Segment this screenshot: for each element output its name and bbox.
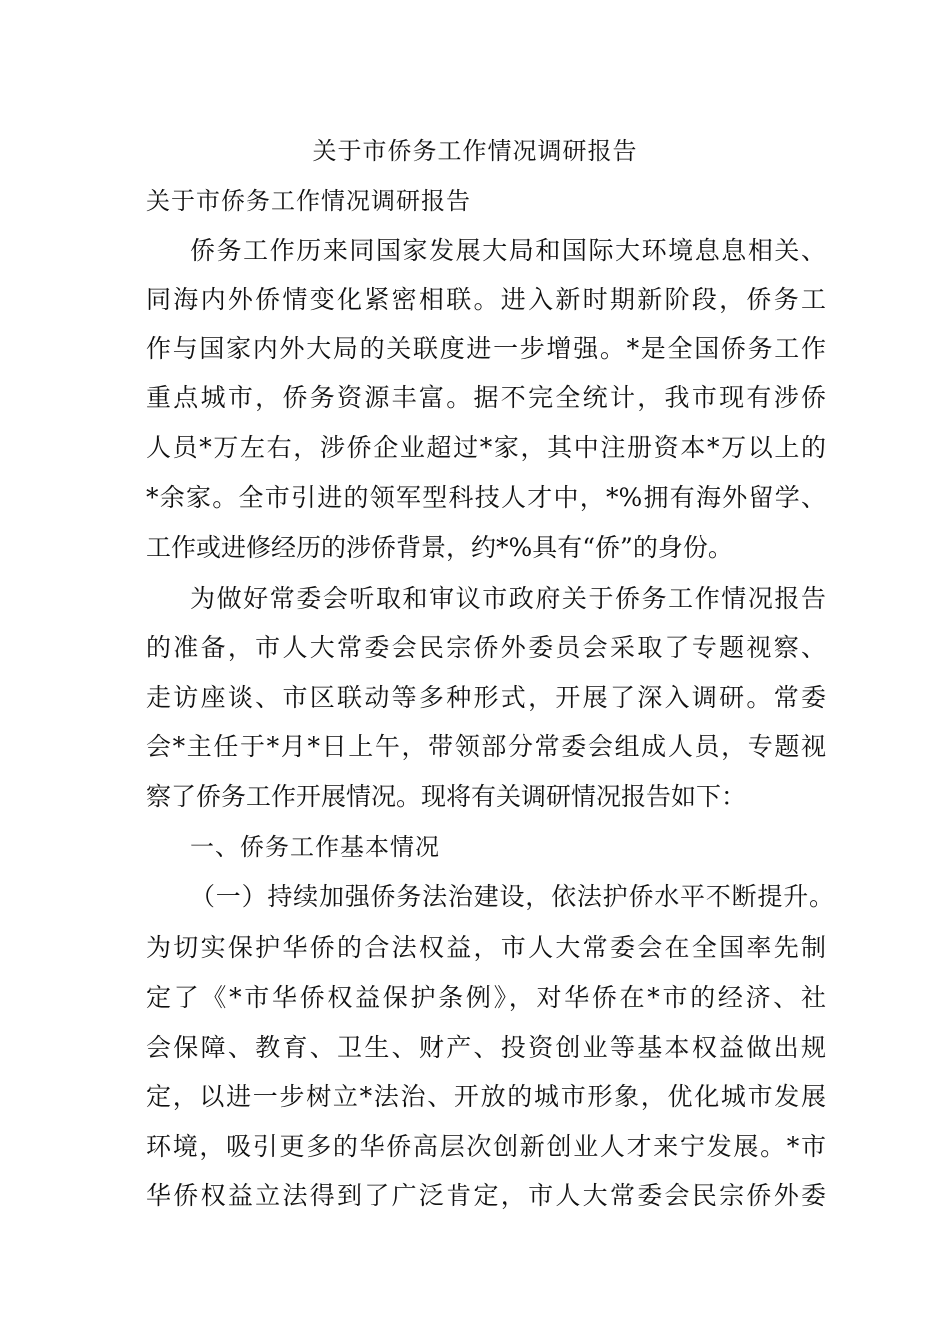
paragraph-1-line: 同海内外侨情变化紧密相联。进入新时期新阶段，侨务工: [146, 285, 826, 314]
paragraph-3-line: 为切实保护华侨的合法权益，市人大常委会在全国率先制: [146, 933, 826, 962]
paragraph-1-line: 重点城市，侨务资源丰富。据不完全统计，我市现有涉侨: [146, 383, 826, 412]
paragraph-2-line: 走访座谈、市区联动等多种形式，开展了深入调研。常委: [146, 683, 826, 712]
paragraph-1-line: 工作或进修经历的涉侨背景，约*%具有“侨”的身份。: [146, 533, 733, 562]
paragraph-2-line: 会*主任于*月*日上午，带领部分常委会组成人员，专题视: [146, 732, 826, 761]
paragraph-2-line: 为做好常委会听取和审议市政府关于侨务工作情况报告: [190, 584, 826, 613]
paragraph-1-line: 人员*万左右，涉侨企业超过*家，其中注册资本*万以上的: [146, 433, 826, 462]
paragraph-3-line: 华侨权益立法得到了广泛肯定，市人大常委会民宗侨外委: [146, 1181, 826, 1210]
paragraph-3-line: 定了《*市华侨权益保护条例》，对华侨在*市的经济、社: [146, 983, 826, 1012]
paragraph-1-line: 作与国家内外大局的关联度进一步增强。*是全国侨务工作: [146, 334, 826, 363]
paragraph-2-line: 察了侨务工作开展情况。现将有关调研情况报告如下：: [146, 782, 747, 811]
paragraph-3-line: 环境，吸引更多的华侨高层次创新创业人才来宁发展。*市: [146, 1132, 826, 1161]
paragraph-1-line: 侨务工作历来同国家发展大局和国际大环境息息相关、: [190, 236, 826, 265]
paragraph-3-line: 定，以进一步树立*法治、开放的城市形象，优化城市发展: [146, 1082, 826, 1111]
section-heading: 一、侨务工作基本情况: [190, 833, 440, 861]
paragraph-1-line: *余家。全市引进的领军型科技人才中，*%拥有海外留学、: [146, 483, 826, 512]
paragraph-3-line: （一）持续加强侨务法治建设，依法护侨水平不断提升。: [190, 882, 834, 911]
paragraph-2-line: 的准备，市人大常委会民宗侨外委员会采取了专题视察、: [146, 633, 826, 662]
paragraph-3-line: 会保障、教育、卫生、财产、投资创业等基本权益做出规: [146, 1033, 826, 1062]
document-title: 关于市侨务工作情况调研报告: [312, 137, 638, 165]
document-subtitle: 关于市侨务工作情况调研报告: [146, 187, 471, 215]
